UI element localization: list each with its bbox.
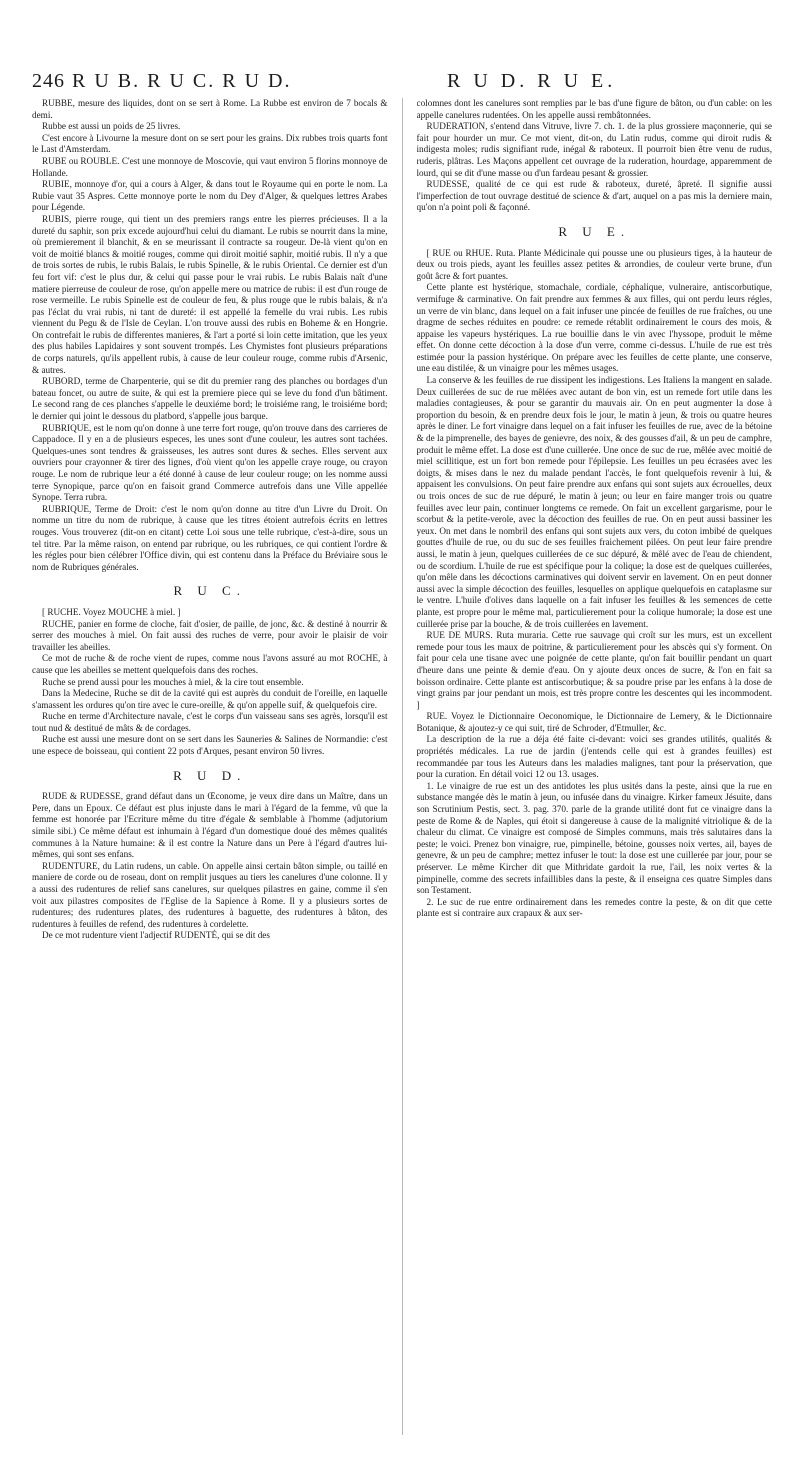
left-column	[32, 98, 388, 1435]
entry-paragraph: Ruche se prend aussi pour les mouches à miel, & la cire tout ensemble.	[42, 676, 304, 687]
entry-paragraph: De ce mot rudenture vient l'adjectif RUDENTÉ, qui se dit des	[42, 930, 270, 941]
text-columns	[32, 98, 772, 1435]
section-heading: R U E.	[558, 223, 631, 239]
entry-paragraph: Ruche en terme d'Architecture navale, c'est le corps d'un vaisseau sans ses agrès, lorsqu'il est tout nud & destitué de mâts & de cordages.	[32, 711, 388, 733]
entry-paragraph: RUE. Voyez le Dictionnaire Oeconomique, le Dictionnaire de Lemery, & le Dictionnaire Botanique, & ajoutez-y ce qui suit, tiré de Schroder, d'Etmuller, &c.	[416, 711, 772, 733]
entry-paragraph: 2. Le suc de rue entre ordinairement dans les remedes contre la peste, & on dit que cette plante est si contraire aux crapaux & aux ser-	[416, 896, 772, 919]
entry-paragraph: Cette plante est hystérique, stomachale, cordiale, céphalique, vulneraire, antiscorbutique, vermifuge & carminative. On fait prendre aux femmes & aux filles, qui ont perdu leurs régles, un verre de vin blanc, dans lequel on a fait infuser une pincée de feuilles de rue fraîches, ou une dragme de seches réduites en poudre: ce remede rétablit ordinairement le cours des mois, & appaise les vapeurs hystériques. La rue bouillie dans le vin avec l'hyssope, produit le même effet. On donne cette décoction à la dose d'un verre, comme ci-dessus. L'huile de rue est très estimée pour la passion hystérique. On prépare avec les feuilles de cette plante, une conserve, une eau distilée, & un vinaigre pour les mêmes usages.	[416, 282, 772, 374]
entry-paragraph: colomnes dont les canelures sont remplies par le bas d'une figure de bâton, ou d'un cable: on les appelle canelures rudentées. On les appelle aussi rembâtonnées.	[416, 98, 772, 120]
entry-paragraph: RUBRIQUE, Terme de Droit: c'est le nom qu'on donne au titre d'un Livre du Droit. On nomme un titre du nom de rubrique, à cause que les titres étoient autrefois écrits en lettres rouges. Vous trouverez (dit-on en citant) cette Loi sous une telle rubrique, c'est-à-dire, sous un tel titre. Par la même raison, on entend par rubrique, ou les rubriques, ce qui contient l'ordre & les régles pour bien célébrer l'Office divin, qui est contenu dans la Préface du Bréviaire sous le nom de Rubriques générales.	[32, 503, 388, 572]
column-rule	[402, 98, 403, 1435]
entry-paragraph: Ce mot de ruche & de roche vient de rupes, comme nous l'avons assuré au mot ROCHE, à cause que les abeilles se mettent quelquefois dans des roches.	[32, 653, 388, 675]
entry-paragraph: Rubbe est aussi un poids de 25 livres.	[42, 121, 181, 132]
entry-paragraph: RUDENTURE, du Latin rudens, un cable. On appelle ainsi certain bâton simple, ou taillé en maniere de corde ou de roseau, dont on remplit jusques au tiers les canelures d'une colonne. Il y a aussi des rudentures de relief sans canelures, sur quelques pilastres en gaine, comme il s'en voit aux pilastres composites de l'Eglise de la Sapience à Rome. Il y a plusieurs sortes de rudentures; des rudentures plates, des rudentures à baguette, des rudentures à bâton, des rudentures à feuilles de refend, des rudentures à cordelette.	[32, 860, 388, 929]
entry-paragraph: La conserve & les feuilles de rue dissipent les indigestions. Les Italiens la mangent en salade. Deux cuillerées de suc de rue mêlées avec autant de bon vin, est un remede fort utile dans les maladies contagieuses, & pour se garantir du mauvais air. On en peut augmenter la dose à proportion du besoin, & en prendre deux fois le jour, le matin à jeun, & trois ou quatre heures après le diner. Le fort vinaigre dans lequel on a fait infuser les feuilles de rue, avec de la bétoine & de la pimprenelle, des bayes de genievre, des noix, & des gousses d'ail, & un peu de camphre, produit le même effet. La dose est d'une cuillerée. Une once de suc de rue, mêlée avec moitié de miel scillitique, est un fort bon remede pour l'épilepsie. Les feuilles un peu écrasées avec les doigts, & mises dans le nez du malade pendant l'accès, le font quelquefois revenir à lui, & appaisent les convulsions. On peut faire prendre aux enfans qui sont sujets aux écrouelles, deux ou trois onces de suc de rue dépuré, le matin à jeun; ou leur en faire manger trois ou quatre feuilles avec leur pain, continuer longtems ce remede. On fait un excellent gargarisme, pour le scorbut & la petite-verole, avec la décoction des feuilles de rue. On en peut aussi bassiner les yeux. On met dans le nombril des enfans qui sont sujets aux vers, du coton imbibé de quelques gouttes d'huile de rue, ou du suc de ses feuilles fraichement pilées. On peut leur faire prendre aussi, le matin à jeun, quelques cuillerées de ce suc dépuré, & mêlé avec de l'eau de chiendent, ou de scordium. L'huile de rue est spécifique pour la colique; la dose est de quelques cuillerées, qu'on mêle dans les décoctions carminatives qui doivent servir en lavement. On en peut donner aussi avec la simple décoction des feuilles, lesquelles on applique quelquefois en cataplasme sur le ventre. L'huile d'olives dans laquelle on a fait infuser les feuilles & les semences de cette plante, est propre pour le même mal, particulierement pour la colique humorale; la dose est une cuillerée prise par la bouche, & de trois cuillerées en lavement.	[416, 375, 772, 629]
entry-paragraph: RUDESSE, qualité de ce qui est rude & raboteux, dureté, âpreté. Il signifie aussi l'imperfection de tout ouvrage destitué de science & d'art, auquel on a pas mis la derniere main, qu'on n'a point poli & façonné.	[416, 179, 772, 213]
entry-paragraph: Dans la Medecine, Ruche se dit de la cavité qui est auprès du conduit de l'oreille, en laquelle s'amassent les ordures qu'on tire avec le cure-oreille, & qu'on appelle suif, & quelquefois cire.	[32, 688, 388, 710]
entry-paragraph: 1. Le vinaigre de rue est un des antidotes les plus usités dans la peste, ainsi que la rue en substance mangée dès le matin à jeun, ou infusée dans du vinaigre. Kirker fameux Jésuite, dans son Scrutinium Pestis, sect. 3. pag. 370. parle de la grande utilité dont fut ce vinaigre dans la peste de Rome & de Naples, qui étoit si dangereuse à cause de la malignité vitriolique & de la chaleur du climat. Ce vinaigre est composé de Simples communs, mais très salutaires dans la peste; le voici. Prenez bon vinaigre, rue, pimpinelle, bétoine, gousses noix vertes, ail, bayes de genevre, & un peu de camphre; mettez infuser le tout: la dose est une cuillerée par jour, pour se préserver. Le même Kircher dit que Mithridate gardoit la rue, l'ail, les noix vertes & la pimpinelle, comme des secrets infaillibles dans la peste, & il enseigna ces quatre Simples dans son Testament.	[416, 780, 772, 896]
entry-paragraph: RUBRIQUE, est le nom qu'on donne à une terre fort rouge, qu'on trouve dans des carrieres de Cappadoce. Il y en a de plusieurs especes, les unes sont d'une couleur, les autres sont tachées. Quelques-unes sont tendres & graisseuses, les autres sont dures & seches. Elles servent aux ouvriers pour crayonner & tirer des lignes, d'où vient qu'on les appelle craye rouge, ou crayon rouge. Le nom de rubrique leur a été donné à cause de leur couleur rouge; on les nomme aussi terre Synopique, parce qu'on en faisoit grand Commerce autrefois dans une Ville appellée Synope. Terra rubra.	[32, 422, 388, 503]
entry-paragraph: RUDERATION, s'entend dans Vitruve, livre 7. ch. 1. de la plus grossiere maçonnerie, qui se fait pour hourder un mur. Ce mot vient, dit-on, du Latin rudus, comme qui diroit rudis & indigesta moles; rudis signifiant rude, inégal & raboteux. Il pourroit bien être venu de rudus, ruderis, plâtras. Les Maçons appellent cet ouvrage de la ruderation, hourdage, apparemment de lourd, qui se dit d'une masse ou d'un fardeau pesant & grossier.	[416, 121, 772, 178]
entry-paragraph: RUCHE, panier en forme de cloche, fait d'osier, de paille, de jonc, &c. & destiné à nourrir & serrer des mouches à miel. On fait aussi des ruches de verre, pour avoir le plaisir de voir travailler les abeilles.	[32, 618, 388, 652]
entry-paragraph: Ruche est aussi une mesure dont on se sert dans les Sauneries & Salines de Normandie: c'est une espece de boisseau, qui contient 22 pots d'Arques, pesant environ 50 livres.	[32, 734, 388, 757]
entry-paragraph: RUBIS, pierre rouge, qui tient un des premiers rangs entre les pierres précieuses. Il a la dureté du saphir, son prix excede aujourd'hui celui du diamant. Le rubis se nourrit dans la mine, où premierement il blanchit, & en se meurissant il contracte sa rougeur. De-là vient qu'on en voit de moitié blancs & moitié rouges, comme qui diroit moitié saphir, moitié rubis. Il n'y a que de trois sortes de rubis, le rubis Balais, le rubis Spinelle, & le rubis Oriental. Ce dernier est d'un feu fort vif: c'est le plus dur, & celui qui passe pour le vrai rubis. Le rubis Balais naît d'une matiere pierreuse de couleur de rose, qu'on appelle mere ou matrice de rubis: il est d'un rouge de rose vermeille. Le rubis Spinelle est de couleur de feu, & plus rouge que le rubis balais, & n'a pas l'éclat du vrai rubis, ni tant de dureté: il est appellé la femelle du vrai rubis. Les rubis viennent du Pegu & de l'Isle de Ceylan. L'on trouve aussi des rubis en Boheme & en Hongrie. On contrefait le rubis de differentes manieres, & l'art a porté si loin cette imitation, que les yeux des plus habiles Lapidaires y sont souvent trompés. Les Chymistes font plusieurs préparations de corps naturels, qu'ils appellent rubis, à cause de leur couleur rouge, comme rubis d'Arsenic, & autres.	[32, 213, 388, 375]
entry-paragraph: RUBE ou ROUBLE. C'est une monnoye de Moscovie, qui vaut environ 5 florins monnoye de Hollande.	[32, 155, 388, 178]
entry-paragraph: RUE DE MURS. Ruta muraria. Cette rue sauvage qui croît sur les murs, est un excellent remede pour tous les maux de poitrine, & particulierement pour les abscès qui s'y forment. On fait pour cela une tisane avec une poignée de cette plante, qu'on fait bouillir pendant un quart d'heure dans une peinte & demie d'eau. On y ajoute deux onces de sucre, & l'on en fait sa boisson ordinaire. Cette plante est antiscorbutique; & sa poudre prise par les enfans à la dose de vingt grains par jour pendant un mois, est très propre contre les descentes qui les incommodent. ]	[416, 630, 772, 710]
entry-paragraph: RUBORD, terme de Charpenterie, qui se dit du premier rang des planches ou bordages d'un bateau foncet, ou autre de suite, & qui est la premiere piece qui se leve du fond d'un bâtiment. Le second rang de ces planches s'appelle le deuxiéme bord; le troisiéme rang, le troisiéme bord; le dernier qui joint le dessous du platbord, s'appelle jous barque.	[32, 376, 388, 422]
running-head-right: R U D. R U E.	[447, 70, 617, 92]
running-head-left: R U B. R U C. R U D.	[72, 70, 292, 92]
entry-paragraph: [ RUCHE. Voyez MOUCHE à miel. ]	[42, 606, 181, 617]
section-heading: R U C.	[173, 583, 246, 599]
entry-paragraph: RUBBE, mesure des liquides, dont on se sert à Rome. La Rubbe est environ de 7 bocals & demi.	[32, 98, 388, 120]
entry-paragraph: [ RUE ou RHUE. Ruta. Plante Médicinale qui pousse une ou plusieurs tiges, à la hauteur de deux ou trois pieds, ayant les feuilles assez petites & arrondies, de couleur verte brune, d'un goût âcre & fort puantes.	[416, 247, 772, 281]
entry-paragraph: RUBIE, monnoye d'or, qui a cours à Alger, & dans tout le Royaume qui en porte le nom. La Rubie vaut 35 Aspres. Cette monnoye porte le nom du Dey d'Alger, & quelques lettres Arabes pour Légende.	[32, 179, 388, 213]
running-head	[32, 68, 772, 96]
entry-paragraph: RUDE & RUDESSE, grand défaut dans un Œconome, je veux dire dans un Maître, dans un Pere, dans un Epoux. Ce défaut est plus injuste dans le mari à l'égard de la femme, vû que la femme est honorée par l'Ecriture même du titre d'égale & semblable à l'homme (adjutorium simile sibi.) Ce même défaut est inhumain à l'égard d'un domestique doué des mêmes qualités communes à la Nature humaine: & il est contre la Nature dans un Pere à l'égard d'autres lui-mêmes, qui sont ses enfans.	[32, 791, 388, 860]
entry-paragraph: La description de la rue a déja été faite ci-devant: voici ses grandes utilités, qualités & propriétés médicales. La rue de jardin (j'entends celle qui est à grandes feuilles) est recommandée par tous les Auteurs dans les maladies malignes, tant pour la préservation, que pour la curation. En détail voici 12 ou 13. usages.	[416, 734, 772, 780]
entry-paragraph: C'est encore à Livourne la mesure dont on se sert pour les grains. Dix rubbes trois quarts font le Last d'Amsterdam.	[32, 132, 388, 155]
section-heading: R U D.	[173, 767, 247, 783]
right-column	[417, 98, 773, 1435]
page-number: 246	[32, 70, 65, 92]
